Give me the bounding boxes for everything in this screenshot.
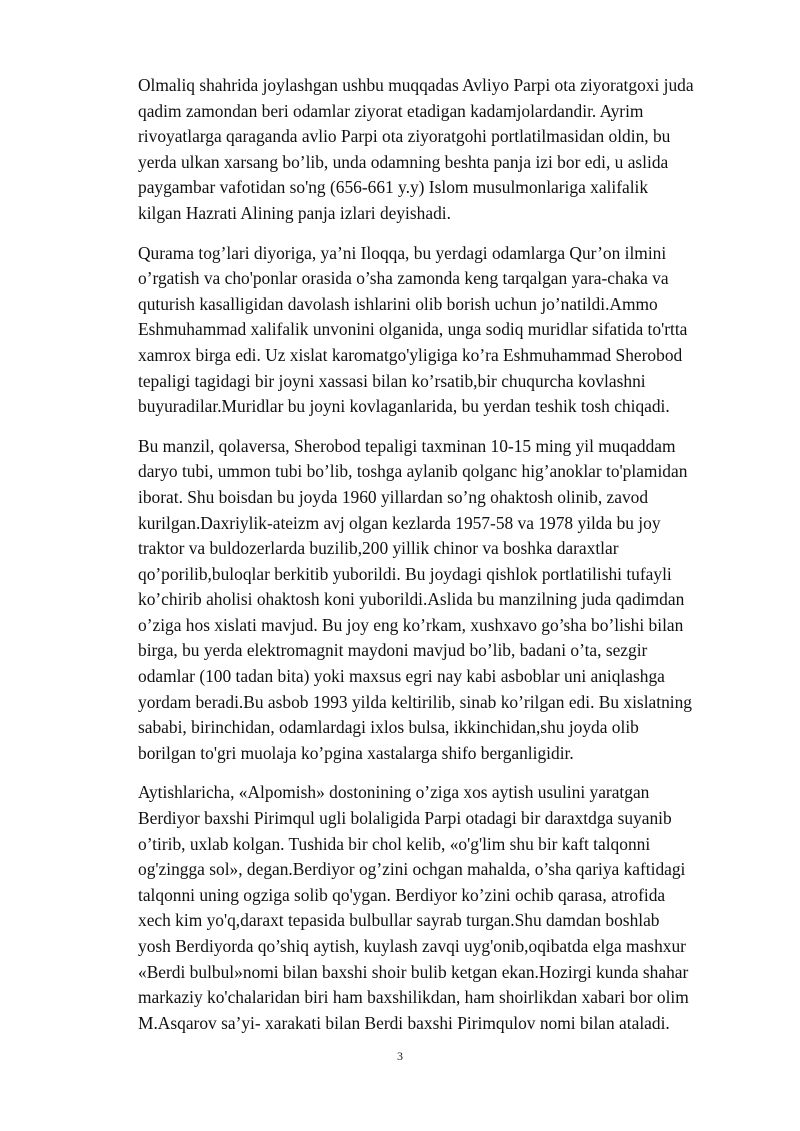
paragraph-2: Qurama tog’lari diyoriga, ya’ni Iloqqa, bu yerdagi odamlarga Qur’on ilmini o’rgatish va cho'ponlar orasida o’sha zamonda keng tarqalgan yara-chaka va quturish kasalligidan davolash ishlarini olib borish uchun jo’natildi.Ammo Eshmuhammad xalifalik unvonini olganida, unga sodiq muridlar sifatida to'rtta xamrox birga edi. Uz xislat karomatgo'yligiga ko’ra Eshmuhammad Sherobod tepaligi tagidagi bir joyni xassasi bilan ko’rsatib,bir chuqurcha kovlashni buyuradilar.Muridlar bu joyni kovlaganlarida, bu yerdan teshik tosh chiqadi. xyxy=(138,242,688,417)
page-number: 3 xyxy=(397,1049,403,1063)
paragraph-1: Olmaliq shahrida joylashgan ushbu muqqadas Avliyo Parpi ota ziyoratgoxi juda qadim zamondan beri odamlar ziyorat etadigan kadamjolardandir. Ayrim rivoyatlarga qaraganda avlio Parpi ota ziyoratgohi portlatilmasidan oldin, bu yerda ulkan xarsang bo’lib, unda odamning beshta panja izi bor edi, u aslida paygambar vafotidan so'ng (656-661 y.y) Islom musulmonlariga xalifalik kilgan Hazrati Alining panja izlari deyishadi. xyxy=(138,75,694,223)
document-body xyxy=(138,73,750,1050)
paragraph-3: Bu manzil, qolaversa, Sherobod tepaligi taxminan 10-15 ming yil muqaddam daryo tubi, ummon tubi bo’lib, toshga aylanib qolganc hig’anoklar to'plamidan iborat. Shu boisdan bu joyda 1960 yillardan so’ng ohaktosh olinib, zavod kurilgan.Daxriylik-ateizm avj olgan kezlarda 1957-58 va 1978 yilda bu joy traktor va buldozerlarda buzilib,200 yillik chinor va boshka daraxtlar qo’porilib,buloqlar berkitib yuborildi. Bu joydagi qishlok portlatilishi tufayli ko’chirib aholisi ohaktosh koni yuborildi.Aslida bu manzilning juda qadimdan o’ziga hos xislati mavjud. Bu joy eng ko’rkam, xushxavo go’sha bo’lishi bilan birga, bu yerda elektromagnit maydoni mavjud bo’lib, badani o’ta, sezgir odamlar (100 tadan bita) yoki maxsus egri nay kabi asboblar uni aniqlashga yordam beradi.Bu asbob 1993 yilda keltirilib, sinab ko’rilgan edi. Bu xislatning sababi, birinchidan, odamlardagi ixlos bulsa, ikkinchidan,shu joyda olib borilgan to'gri muolaja ko’pgina xastalarga shifo berganligidir. xyxy=(138,435,692,763)
paragraph-4: Aytishlaricha, «Alpomish» dostonining o’ziga xos aytish usulini yaratgan Berdiyor baxshi Pirimqul ugli bolaligida Parpi otadagi bir daraxtdga suyanib o’tirib, uxlab kolgan. Tushida bir chol kelib, «o'g'lim shu bir kaft talqonni og'zingga sol», degan.Berdiyor og’zini ochgan mahalda, o’sha qariya kaftidagi talqonni uning ogziga solib qo'ygan. Berdiyor ko’zini ochib qarasa, atrofida xech kim yo'q,daraxt tepasida bulbullar sayrab turgan.Shu damdan boshlab yosh Berdiyorda qo’shiq aytish, kuylash zavqi uyg'onib,oqibatda elga mashxur «Berdi bulbul»nomi bilan baxshi shoir bulib ketgan ekan.Hozirgi kunda shahar markaziy ko'chalaridan biri ham baxshilikdan, ham shoirlikdan xabari bor olim M.Asqarov sa’yi- xarakati bilan Berdi baxshi Pirimqulov nomi bilan ataladi. xyxy=(138,782,689,1033)
